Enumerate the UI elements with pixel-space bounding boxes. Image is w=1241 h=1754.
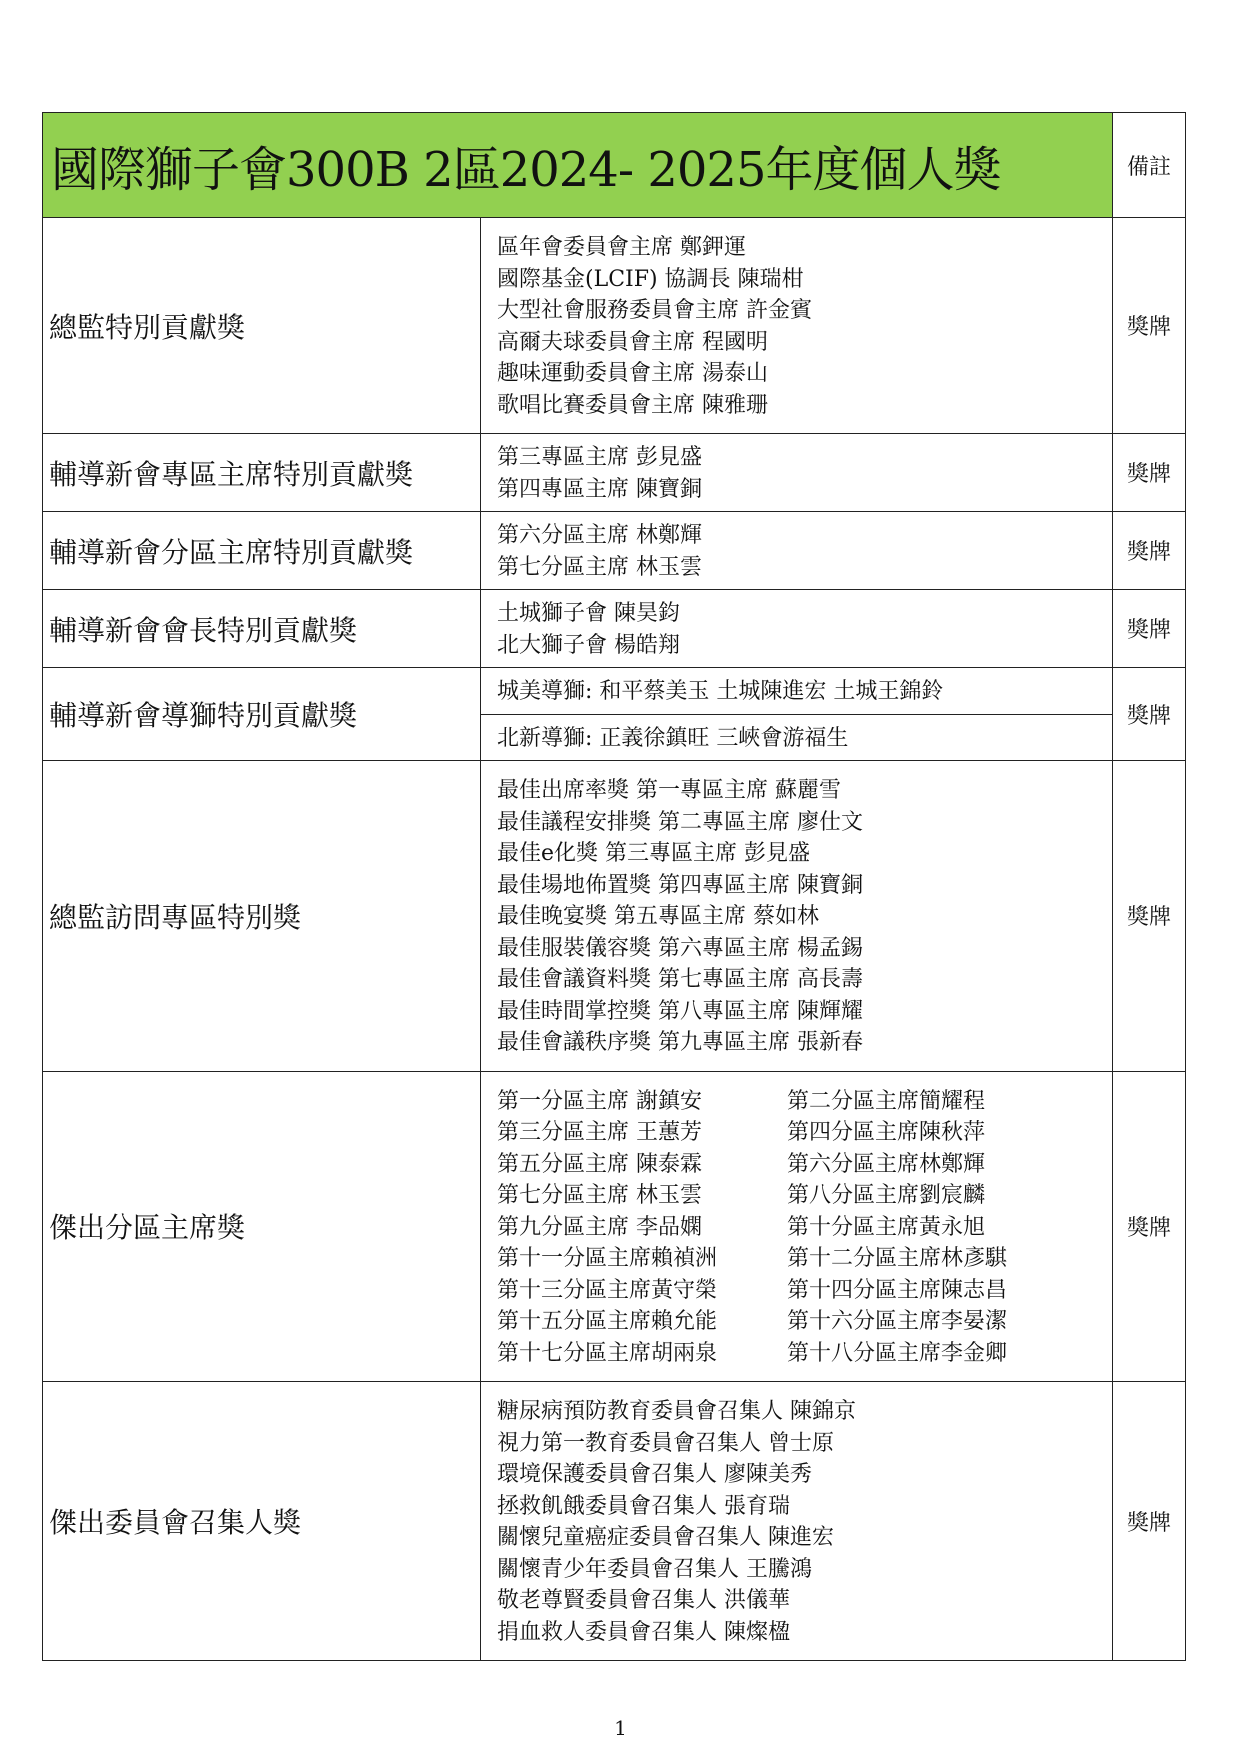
- recipient-line: 第十六分區主席李晏潔: [787, 1309, 1008, 1334]
- recipient-line: 第八分區主席劉宸麟: [787, 1183, 986, 1208]
- award-recipients: [481, 668, 1113, 715]
- recipient-line: 第十七分區主席胡兩泉: [497, 1340, 718, 1366]
- recipient-line: 第九分區主席 李品嫻: [497, 1214, 702, 1240]
- recipient-line: 關懷青少年委員會召集人 王騰鴻: [497, 1556, 812, 1582]
- award-recipients: [481, 512, 1113, 590]
- award-category: 傑出分區主席獎: [43, 1071, 481, 1382]
- award-category: 輔導新會導獅特別貢獻獎: [43, 668, 481, 761]
- recipient-line: 城美導獅: 和平蔡美玉 土城陳進宏 土城王錦鈴: [497, 679, 944, 704]
- recipient-line: 最佳出席率獎 第一專區主席 蘇麗雪: [497, 778, 841, 803]
- award-recipients: [481, 434, 1113, 512]
- award-remark: 獎牌: [1113, 590, 1186, 668]
- recipient-line: 第二分區主席簡耀程: [787, 1088, 986, 1114]
- recipient-line: 第七分區主席 林玉雲: [497, 1183, 702, 1208]
- recipient-line: 最佳會議資料獎 第七專區主席 高長壽: [497, 967, 863, 992]
- recipient-line: 第十三分區主席黃守榮: [497, 1277, 718, 1303]
- recipient-line: 土城獅子會 陳昊鈞: [497, 601, 680, 626]
- recipient-line: 環境保護委員會召集人 廖陳美秀: [497, 1462, 812, 1487]
- award-remark: 獎牌: [1113, 218, 1186, 434]
- recipient-line: 最佳場地佈置獎 第四專區主席 陳寶銅: [497, 872, 863, 898]
- award-recipients: [481, 1071, 1113, 1382]
- award-row: [43, 1071, 1186, 1382]
- award-remark: 獎牌: [1113, 434, 1186, 512]
- award-row: [43, 1382, 1186, 1661]
- recipient-line: 第七分區主席 林玉雲: [497, 554, 702, 580]
- recipient-line: 大型社會服務委員會主席 許金賓: [497, 298, 812, 323]
- recipient-line: 第四分區主席陳秋萍: [787, 1120, 986, 1145]
- recipient-line: 拯救飢餓委員會召集人 張育瑞: [497, 1493, 790, 1519]
- award-category: 總監訪問專區特別獎: [43, 761, 481, 1072]
- recipient-line: 最佳會議秩序獎 第九專區主席 張新春: [497, 1030, 863, 1055]
- award-recipients: [481, 1382, 1113, 1661]
- award-recipients: [481, 714, 1113, 761]
- award-category: 傑出委員會召集人獎: [43, 1382, 481, 1661]
- recipient-line: 第六分區主席 林鄭輝: [497, 523, 702, 548]
- award-category: 輔導新會分區主席特別貢獻獎: [43, 512, 481, 590]
- recipient-line: 第十五分區主席賴允能: [497, 1309, 718, 1334]
- award-row: [43, 218, 1186, 434]
- recipient-line: 最佳議程安排獎 第二專區主席 廖仕文: [497, 809, 863, 835]
- document-title: 國際獅子會300B 2區2024- 2025年度個人獎: [43, 113, 1113, 218]
- recipient-line: 國際基金(LCIF) 協調長 陳瑞柑: [497, 266, 804, 292]
- recipient-line: 最佳e化獎 第三專區主席 彭見盛: [497, 841, 811, 866]
- award-category: 輔導新會會長特別貢獻獎: [43, 590, 481, 668]
- note-column-header: 備註: [1113, 113, 1186, 218]
- award-remark: 獎牌: [1113, 512, 1186, 590]
- recipient-line: 關懷兒童癌症委員會召集人 陳進宏: [497, 1525, 834, 1550]
- award-remark: 獎牌: [1113, 1382, 1186, 1661]
- recipient-line: 第四專區主席 陳寶銅: [497, 476, 702, 502]
- recipient-line: 第十二分區主席林彥騏: [787, 1246, 1008, 1271]
- award-table: [42, 112, 1186, 1661]
- award-recipients: [481, 590, 1113, 668]
- recipient-line: 高爾夫球委員會主席 程國明: [497, 329, 768, 355]
- recipient-line: 第三專區主席 彭見盛: [497, 445, 702, 470]
- award-recipients: [481, 218, 1113, 434]
- recipient-line: 第十八分區主席李金卿: [787, 1340, 1008, 1366]
- recipient-grid: [497, 1086, 1098, 1370]
- recipient-line: 第一分區主席 謝鎮安: [497, 1088, 702, 1114]
- award-recipients: [481, 761, 1113, 1072]
- recipient-line: 區年會委員會主席 鄭鉀運: [497, 235, 746, 260]
- recipient-line: 最佳時間掌控獎 第八專區主席 陳輝耀: [497, 998, 863, 1024]
- page-number: 1: [614, 1716, 627, 1740]
- recipient-line: 第六分區主席林鄭輝: [787, 1151, 986, 1177]
- recipient-line: 視力第一教育委員會召集人 曾士原: [497, 1430, 834, 1456]
- recipient-line: 糖尿病預防教育委員會召集人 陳錦京: [497, 1399, 856, 1424]
- award-remark: 獎牌: [1113, 668, 1186, 761]
- recipient-line: 第十四分區主席陳志昌: [787, 1277, 1008, 1303]
- recipient-line: 第十分區主席黃永旭: [787, 1214, 986, 1240]
- recipient-line: 第五分區主席 陳泰霖: [497, 1151, 702, 1177]
- recipient-line: 歌唱比賽委員會主席 陳雅珊: [497, 392, 768, 418]
- award-remark: 獎牌: [1113, 761, 1186, 1072]
- recipient-line: 第十一分區主席賴禎洲: [497, 1246, 718, 1271]
- recipient-line: 最佳服裝儀容獎 第六專區主席 楊孟錫: [497, 935, 863, 961]
- recipient-line: 趣味運動委員會主席 湯泰山: [497, 361, 768, 386]
- recipient-line: 第三分區主席 王蕙芳: [497, 1120, 702, 1145]
- award-row: [43, 434, 1186, 512]
- award-row: [43, 668, 1186, 715]
- recipient-line: 北新導獅: 正義徐鎮旺 三峽會游福生: [497, 725, 849, 751]
- award-row: [43, 512, 1186, 590]
- recipient-line: 捐血救人委員會召集人 陳燦楹: [497, 1619, 790, 1645]
- award-remark: 獎牌: [1113, 1071, 1186, 1382]
- recipient-line: 北大獅子會 楊皓翔: [497, 632, 680, 658]
- award-row: [43, 590, 1186, 668]
- award-row: [43, 761, 1186, 1072]
- recipient-line: 敬老尊賢委員會召集人 洪儀華: [497, 1588, 790, 1613]
- award-category: 輔導新會專區主席特別貢獻獎: [43, 434, 481, 512]
- recipient-line: 最佳晚宴獎 第五專區主席 蔡如林: [497, 904, 819, 929]
- award-category: 總監特別貢獻獎: [43, 218, 481, 434]
- title-row: [43, 113, 1186, 218]
